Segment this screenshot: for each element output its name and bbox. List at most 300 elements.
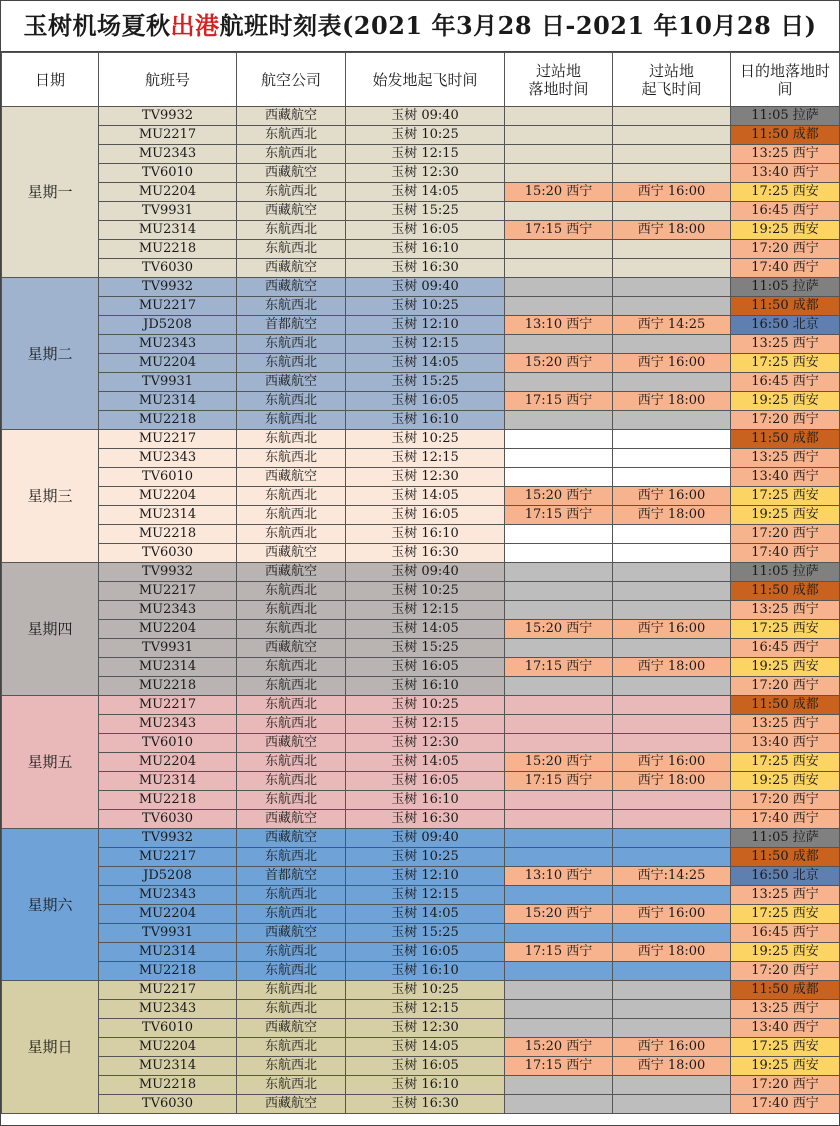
destination-time: 11:05 拉萨 xyxy=(731,107,840,126)
airline-name: 西藏航空 xyxy=(237,1095,346,1114)
flight-number: MU2343 xyxy=(99,1000,237,1019)
table-row xyxy=(2,848,840,867)
header-destination xyxy=(731,53,840,107)
destination-time: 17:20 西宁 xyxy=(731,677,840,696)
airline-name: 东航西北 xyxy=(237,487,346,506)
airline-name: 东航西北 xyxy=(237,145,346,164)
via-arrival-time xyxy=(505,848,613,867)
flight-number: MU2343 xyxy=(99,335,237,354)
flight-number: MU2343 xyxy=(99,449,237,468)
airline-name: 东航西北 xyxy=(237,449,346,468)
flight-number: MU2204 xyxy=(99,354,237,373)
via-arrival-time xyxy=(505,1095,613,1114)
via-arrival-time: 13:10 西宁 xyxy=(505,316,613,335)
flight-number: TV6010 xyxy=(99,468,237,487)
airline-name: 东航西北 xyxy=(237,1076,346,1095)
flight-number: TV9932 xyxy=(99,563,237,582)
table-row xyxy=(2,316,840,335)
airline-name: 东航西北 xyxy=(237,962,346,981)
origin-time: 玉树 16:10 xyxy=(346,962,505,981)
airline-name: 东航西北 xyxy=(237,335,346,354)
via-arrival-time xyxy=(505,1019,613,1038)
flight-number: MU2218 xyxy=(99,240,237,259)
airline-name: 东航西北 xyxy=(237,240,346,259)
via-arrival-time xyxy=(505,107,613,126)
origin-time: 玉树 12:15 xyxy=(346,715,505,734)
table-row xyxy=(2,1076,840,1095)
airline-name: 西藏航空 xyxy=(237,468,346,487)
destination-time: 17:25 西安 xyxy=(731,753,840,772)
destination-time: 13:25 西宁 xyxy=(731,886,840,905)
destination-time: 11:50 成都 xyxy=(731,126,840,145)
via-departure-time xyxy=(613,601,731,620)
via-departure-time xyxy=(613,582,731,601)
via-departure-time xyxy=(613,468,731,487)
via-departure-time: 西宁 16:00 xyxy=(613,1038,731,1057)
destination-time: 11:50 成都 xyxy=(731,848,840,867)
via-arrival-time xyxy=(505,715,613,734)
flight-number: MU2204 xyxy=(99,905,237,924)
via-departure-time: 西宁 18:00 xyxy=(613,772,731,791)
table-row xyxy=(2,221,840,240)
via-departure-time xyxy=(613,126,731,145)
via-departure-time xyxy=(613,1076,731,1095)
flight-number: MU2217 xyxy=(99,848,237,867)
airline-name: 西藏航空 xyxy=(237,259,346,278)
destination-time: 13:25 西宁 xyxy=(731,1000,840,1019)
via-arrival-time: 15:20 西宁 xyxy=(505,183,613,202)
destination-time: 17:25 西安 xyxy=(731,1038,840,1057)
flight-number: TV9931 xyxy=(99,202,237,221)
airline-name: 东航西北 xyxy=(237,696,346,715)
via-arrival-time: 17:15 西宁 xyxy=(505,506,613,525)
day-label: 星期三 xyxy=(2,430,99,563)
airline-name: 西藏航空 xyxy=(237,734,346,753)
airline-name: 西藏航空 xyxy=(237,544,346,563)
origin-time: 玉树 12:30 xyxy=(346,468,505,487)
via-arrival-time xyxy=(505,525,613,544)
destination-time: 17:40 西宁 xyxy=(731,1095,840,1114)
table-row xyxy=(2,677,840,696)
via-departure-time: 西宁 18:00 xyxy=(613,1057,731,1076)
destination-time: 17:20 西宁 xyxy=(731,525,840,544)
flight-number: MU2314 xyxy=(99,221,237,240)
destination-time: 17:40 西宁 xyxy=(731,544,840,563)
flight-number: TV6010 xyxy=(99,734,237,753)
origin-time: 玉树 12:30 xyxy=(346,1019,505,1038)
table-row xyxy=(2,202,840,221)
airline-name: 东航西北 xyxy=(237,658,346,677)
via-arrival-time xyxy=(505,335,613,354)
via-departure-time xyxy=(613,164,731,183)
flight-number: TV9931 xyxy=(99,373,237,392)
flight-number: TV6030 xyxy=(99,544,237,563)
via-arrival-time xyxy=(505,297,613,316)
destination-time: 19:25 西安 xyxy=(731,772,840,791)
origin-time: 玉树 15:25 xyxy=(346,202,505,221)
airline-name: 西藏航空 xyxy=(237,107,346,126)
flight-number: MU2217 xyxy=(99,981,237,1000)
table-row xyxy=(2,734,840,753)
header-date: 日期 xyxy=(2,53,99,107)
table-row xyxy=(2,1095,840,1114)
table-row xyxy=(2,259,840,278)
table-row xyxy=(2,107,840,126)
origin-time: 玉树 16:10 xyxy=(346,411,505,430)
header-via-departure-text: 过站地 起飞时间 xyxy=(641,61,702,98)
table-row xyxy=(2,487,840,506)
via-arrival-time xyxy=(505,677,613,696)
origin-time: 玉树 12:30 xyxy=(346,734,505,753)
via-departure-time xyxy=(613,981,731,1000)
flight-number: MU2343 xyxy=(99,886,237,905)
table-row xyxy=(2,601,840,620)
airline-name: 东航西北 xyxy=(237,297,346,316)
flight-number: TV9932 xyxy=(99,829,237,848)
via-departure-time xyxy=(613,810,731,829)
origin-time: 玉树 16:05 xyxy=(346,772,505,791)
via-departure-time xyxy=(613,373,731,392)
via-departure-time xyxy=(613,1095,731,1114)
table-row xyxy=(2,829,840,848)
flight-number: JD5208 xyxy=(99,867,237,886)
via-departure-time: 西宁 18:00 xyxy=(613,506,731,525)
day-label: 星期一 xyxy=(2,107,99,278)
via-arrival-time xyxy=(505,126,613,145)
destination-time: 17:25 西安 xyxy=(731,905,840,924)
schedule-body xyxy=(2,107,840,1114)
table-row xyxy=(2,715,840,734)
destination-time: 16:45 西宁 xyxy=(731,373,840,392)
origin-time: 玉树 16:10 xyxy=(346,1076,505,1095)
via-departure-time: 西宁 16:00 xyxy=(613,354,731,373)
via-arrival-time xyxy=(505,411,613,430)
flight-number: MU2218 xyxy=(99,677,237,696)
title-part1: 玉树机场夏秋 xyxy=(23,11,171,40)
flight-number: MU2218 xyxy=(99,962,237,981)
table-row xyxy=(2,126,840,145)
origin-time: 玉树 12:15 xyxy=(346,335,505,354)
day-label: 星期六 xyxy=(2,829,99,981)
airline-name: 西藏航空 xyxy=(237,810,346,829)
destination-time: 19:25 西安 xyxy=(731,506,840,525)
destination-time: 19:25 西安 xyxy=(731,221,840,240)
destination-time: 16:45 西宁 xyxy=(731,639,840,658)
destination-time: 11:05 拉萨 xyxy=(731,563,840,582)
origin-time: 玉树 14:05 xyxy=(346,905,505,924)
via-departure-time xyxy=(613,430,731,449)
day-label: 星期二 xyxy=(2,278,99,430)
table-row xyxy=(2,943,840,962)
airline-name: 东航西北 xyxy=(237,753,346,772)
via-departure-time xyxy=(613,639,731,658)
origin-time: 玉树 14:05 xyxy=(346,183,505,202)
destination-time: 13:25 西宁 xyxy=(731,601,840,620)
origin-time: 玉树 16:10 xyxy=(346,240,505,259)
via-arrival-time xyxy=(505,259,613,278)
airline-name: 东航西北 xyxy=(237,126,346,145)
origin-time: 玉树 15:25 xyxy=(346,639,505,658)
airline-name: 东航西北 xyxy=(237,221,346,240)
via-arrival-time xyxy=(505,886,613,905)
origin-time: 玉树 10:25 xyxy=(346,126,505,145)
table-row xyxy=(2,411,840,430)
flight-number: TV6010 xyxy=(99,1019,237,1038)
origin-time: 玉树 14:05 xyxy=(346,1038,505,1057)
flight-number: MU2218 xyxy=(99,411,237,430)
via-arrival-time xyxy=(505,639,613,658)
table-row xyxy=(2,924,840,943)
via-arrival-time: 15:20 西宁 xyxy=(505,487,613,506)
table-row xyxy=(2,1057,840,1076)
flight-number: MU2343 xyxy=(99,715,237,734)
destination-time: 11:50 成都 xyxy=(731,582,840,601)
airline-name: 东航西北 xyxy=(237,981,346,1000)
origin-time: 玉树 10:25 xyxy=(346,981,505,1000)
origin-time: 玉树 16:30 xyxy=(346,1095,505,1114)
origin-time: 玉树 16:30 xyxy=(346,810,505,829)
destination-time: 17:25 西安 xyxy=(731,487,840,506)
via-arrival-time xyxy=(505,544,613,563)
day-label: 星期日 xyxy=(2,981,99,1114)
via-arrival-time: 17:15 西宁 xyxy=(505,772,613,791)
flight-number: TV9932 xyxy=(99,278,237,297)
origin-time: 玉树 14:05 xyxy=(346,620,505,639)
origin-time: 玉树 14:05 xyxy=(346,354,505,373)
table-row xyxy=(2,145,840,164)
destination-time: 11:50 成都 xyxy=(731,696,840,715)
table-row xyxy=(2,183,840,202)
airline-name: 东航西北 xyxy=(237,525,346,544)
origin-time: 玉树 16:10 xyxy=(346,677,505,696)
via-arrival-time xyxy=(505,696,613,715)
table-row xyxy=(2,620,840,639)
airline-name: 东航西北 xyxy=(237,411,346,430)
via-arrival-time xyxy=(505,924,613,943)
airline-name: 东航西北 xyxy=(237,430,346,449)
flight-number: TV9931 xyxy=(99,924,237,943)
table-row xyxy=(2,297,840,316)
airline-name: 西藏航空 xyxy=(237,563,346,582)
airline-name: 东航西北 xyxy=(237,715,346,734)
airline-name: 东航西北 xyxy=(237,943,346,962)
destination-time: 13:25 西宁 xyxy=(731,715,840,734)
airline-name: 首都航空 xyxy=(237,867,346,886)
flight-number: MU2343 xyxy=(99,145,237,164)
origin-time: 玉树 10:25 xyxy=(346,430,505,449)
via-arrival-time xyxy=(505,563,613,582)
destination-time: 17:40 西宁 xyxy=(731,810,840,829)
origin-time: 玉树 12:15 xyxy=(346,449,505,468)
via-departure-time xyxy=(613,525,731,544)
flight-number: MU2204 xyxy=(99,620,237,639)
via-departure-time xyxy=(613,202,731,221)
table-row xyxy=(2,506,840,525)
destination-time: 11:05 拉萨 xyxy=(731,278,840,297)
destination-time: 11:50 成都 xyxy=(731,297,840,316)
destination-time: 17:20 西宁 xyxy=(731,962,840,981)
origin-time: 玉树 16:05 xyxy=(346,221,505,240)
via-arrival-time xyxy=(505,810,613,829)
flight-number: MU2218 xyxy=(99,1076,237,1095)
via-arrival-time: 17:15 西宁 xyxy=(505,1057,613,1076)
destination-time: 17:25 西安 xyxy=(731,183,840,202)
destination-time: 13:25 西宁 xyxy=(731,449,840,468)
table-row xyxy=(2,981,840,1000)
via-departure-time: 西宁 18:00 xyxy=(613,943,731,962)
airline-name: 东航西北 xyxy=(237,1038,346,1057)
via-departure-time: 西宁 18:00 xyxy=(613,658,731,677)
airline-name: 西藏航空 xyxy=(237,164,346,183)
airline-name: 西藏航空 xyxy=(237,278,346,297)
flight-number: TV6010 xyxy=(99,164,237,183)
via-arrival-time xyxy=(505,202,613,221)
via-departure-time: 西宁 16:00 xyxy=(613,183,731,202)
destination-time: 17:20 西宁 xyxy=(731,411,840,430)
via-arrival-time xyxy=(505,829,613,848)
flight-number: MU2218 xyxy=(99,791,237,810)
origin-time: 玉树 10:25 xyxy=(346,582,505,601)
via-departure-time: 西宁 18:00 xyxy=(613,221,731,240)
origin-time: 玉树 09:40 xyxy=(346,107,505,126)
origin-time: 玉树 10:25 xyxy=(346,297,505,316)
table-row xyxy=(2,791,840,810)
via-arrival-time xyxy=(505,240,613,259)
header-airline: 航空公司 xyxy=(237,53,346,107)
flight-number: MU2218 xyxy=(99,525,237,544)
airline-name: 东航西北 xyxy=(237,848,346,867)
table-row xyxy=(2,753,840,772)
via-departure-time xyxy=(613,1000,731,1019)
via-arrival-time xyxy=(505,1076,613,1095)
origin-time: 玉树 10:25 xyxy=(346,696,505,715)
airline-name: 东航西北 xyxy=(237,392,346,411)
via-departure-time: 西宁 14:25 xyxy=(613,316,731,335)
flight-number: MU2314 xyxy=(99,1057,237,1076)
flight-number: JD5208 xyxy=(99,316,237,335)
table-row xyxy=(2,1000,840,1019)
flight-number: TV6030 xyxy=(99,810,237,829)
destination-time: 17:20 西宁 xyxy=(731,791,840,810)
destination-time: 17:25 西安 xyxy=(731,620,840,639)
origin-time: 玉树 16:05 xyxy=(346,506,505,525)
destination-time: 17:40 西宁 xyxy=(731,259,840,278)
via-arrival-time xyxy=(505,791,613,810)
via-arrival-time: 15:20 西宁 xyxy=(505,620,613,639)
origin-time: 玉树 16:05 xyxy=(346,1057,505,1076)
airline-name: 西藏航空 xyxy=(237,639,346,658)
flight-number: MU2217 xyxy=(99,126,237,145)
origin-time: 玉树 12:15 xyxy=(346,145,505,164)
via-arrival-time xyxy=(505,164,613,183)
table-row xyxy=(2,696,840,715)
flight-number: MU2204 xyxy=(99,487,237,506)
via-departure-time xyxy=(613,924,731,943)
via-departure-time: 西宁 18:00 xyxy=(613,392,731,411)
via-departure-time xyxy=(613,715,731,734)
destination-time: 16:45 西宁 xyxy=(731,924,840,943)
via-arrival-time xyxy=(505,449,613,468)
via-departure-time xyxy=(613,411,731,430)
destination-time: 19:25 西安 xyxy=(731,392,840,411)
origin-time: 玉树 12:15 xyxy=(346,601,505,620)
table-row xyxy=(2,886,840,905)
via-departure-time: 西宁 16:00 xyxy=(613,905,731,924)
airline-name: 西藏航空 xyxy=(237,202,346,221)
header-flight: 航班号 xyxy=(99,53,237,107)
flight-number: MU2314 xyxy=(99,772,237,791)
via-departure-time xyxy=(613,544,731,563)
destination-time: 19:25 西安 xyxy=(731,943,840,962)
origin-time: 玉树 09:40 xyxy=(346,278,505,297)
table-row xyxy=(2,867,840,886)
via-departure-time xyxy=(613,563,731,582)
via-departure-time xyxy=(613,145,731,164)
via-arrival-time xyxy=(505,373,613,392)
flight-number: MU2217 xyxy=(99,430,237,449)
flight-number: MU2314 xyxy=(99,658,237,677)
via-departure-time: 西宁:14:25 xyxy=(613,867,731,886)
origin-time: 玉树 12:15 xyxy=(346,1000,505,1019)
via-arrival-time: 15:20 西宁 xyxy=(505,753,613,772)
table-row xyxy=(2,544,840,563)
page-title xyxy=(1,1,839,52)
via-arrival-time xyxy=(505,601,613,620)
origin-time: 玉树 12:30 xyxy=(346,164,505,183)
destination-time: 11:50 成都 xyxy=(731,430,840,449)
destination-time: 16:50 北京 xyxy=(731,867,840,886)
table-row xyxy=(2,278,840,297)
airline-name: 东航西北 xyxy=(237,1057,346,1076)
via-departure-time xyxy=(613,278,731,297)
airline-name: 东航西北 xyxy=(237,905,346,924)
airline-name: 首都航空 xyxy=(237,316,346,335)
header-via-arrival-text: 过站地 落地时间 xyxy=(528,61,589,98)
origin-time: 玉树 14:05 xyxy=(346,753,505,772)
table-row xyxy=(2,772,840,791)
flight-number: MU2343 xyxy=(99,601,237,620)
origin-time: 玉树 09:40 xyxy=(346,829,505,848)
airline-name: 东航西北 xyxy=(237,183,346,202)
title-part2: 航班时刻表(2021 年3月28 日-2021 年10月28 日) xyxy=(219,11,817,40)
flight-number: MU2217 xyxy=(99,582,237,601)
airline-name: 东航西北 xyxy=(237,354,346,373)
table-row xyxy=(2,373,840,392)
origin-time: 玉树 12:10 xyxy=(346,867,505,886)
airline-name: 东航西北 xyxy=(237,886,346,905)
via-arrival-time xyxy=(505,962,613,981)
airline-name: 东航西北 xyxy=(237,582,346,601)
origin-time: 玉树 10:25 xyxy=(346,848,505,867)
destination-time: 13:40 西宁 xyxy=(731,468,840,487)
table-row xyxy=(2,1038,840,1057)
table-row xyxy=(2,525,840,544)
flight-number: MU2314 xyxy=(99,943,237,962)
airline-name: 西藏航空 xyxy=(237,829,346,848)
via-arrival-time xyxy=(505,278,613,297)
table-row xyxy=(2,449,840,468)
day-label: 星期五 xyxy=(2,696,99,829)
destination-time: 17:20 西宁 xyxy=(731,240,840,259)
via-departure-time xyxy=(613,829,731,848)
origin-time: 玉树 15:25 xyxy=(346,924,505,943)
table-row xyxy=(2,905,840,924)
flight-number: MU2314 xyxy=(99,392,237,411)
airline-name: 东航西北 xyxy=(237,791,346,810)
via-arrival-time xyxy=(505,734,613,753)
destination-time: 16:45 西宁 xyxy=(731,202,840,221)
table-row xyxy=(2,240,840,259)
